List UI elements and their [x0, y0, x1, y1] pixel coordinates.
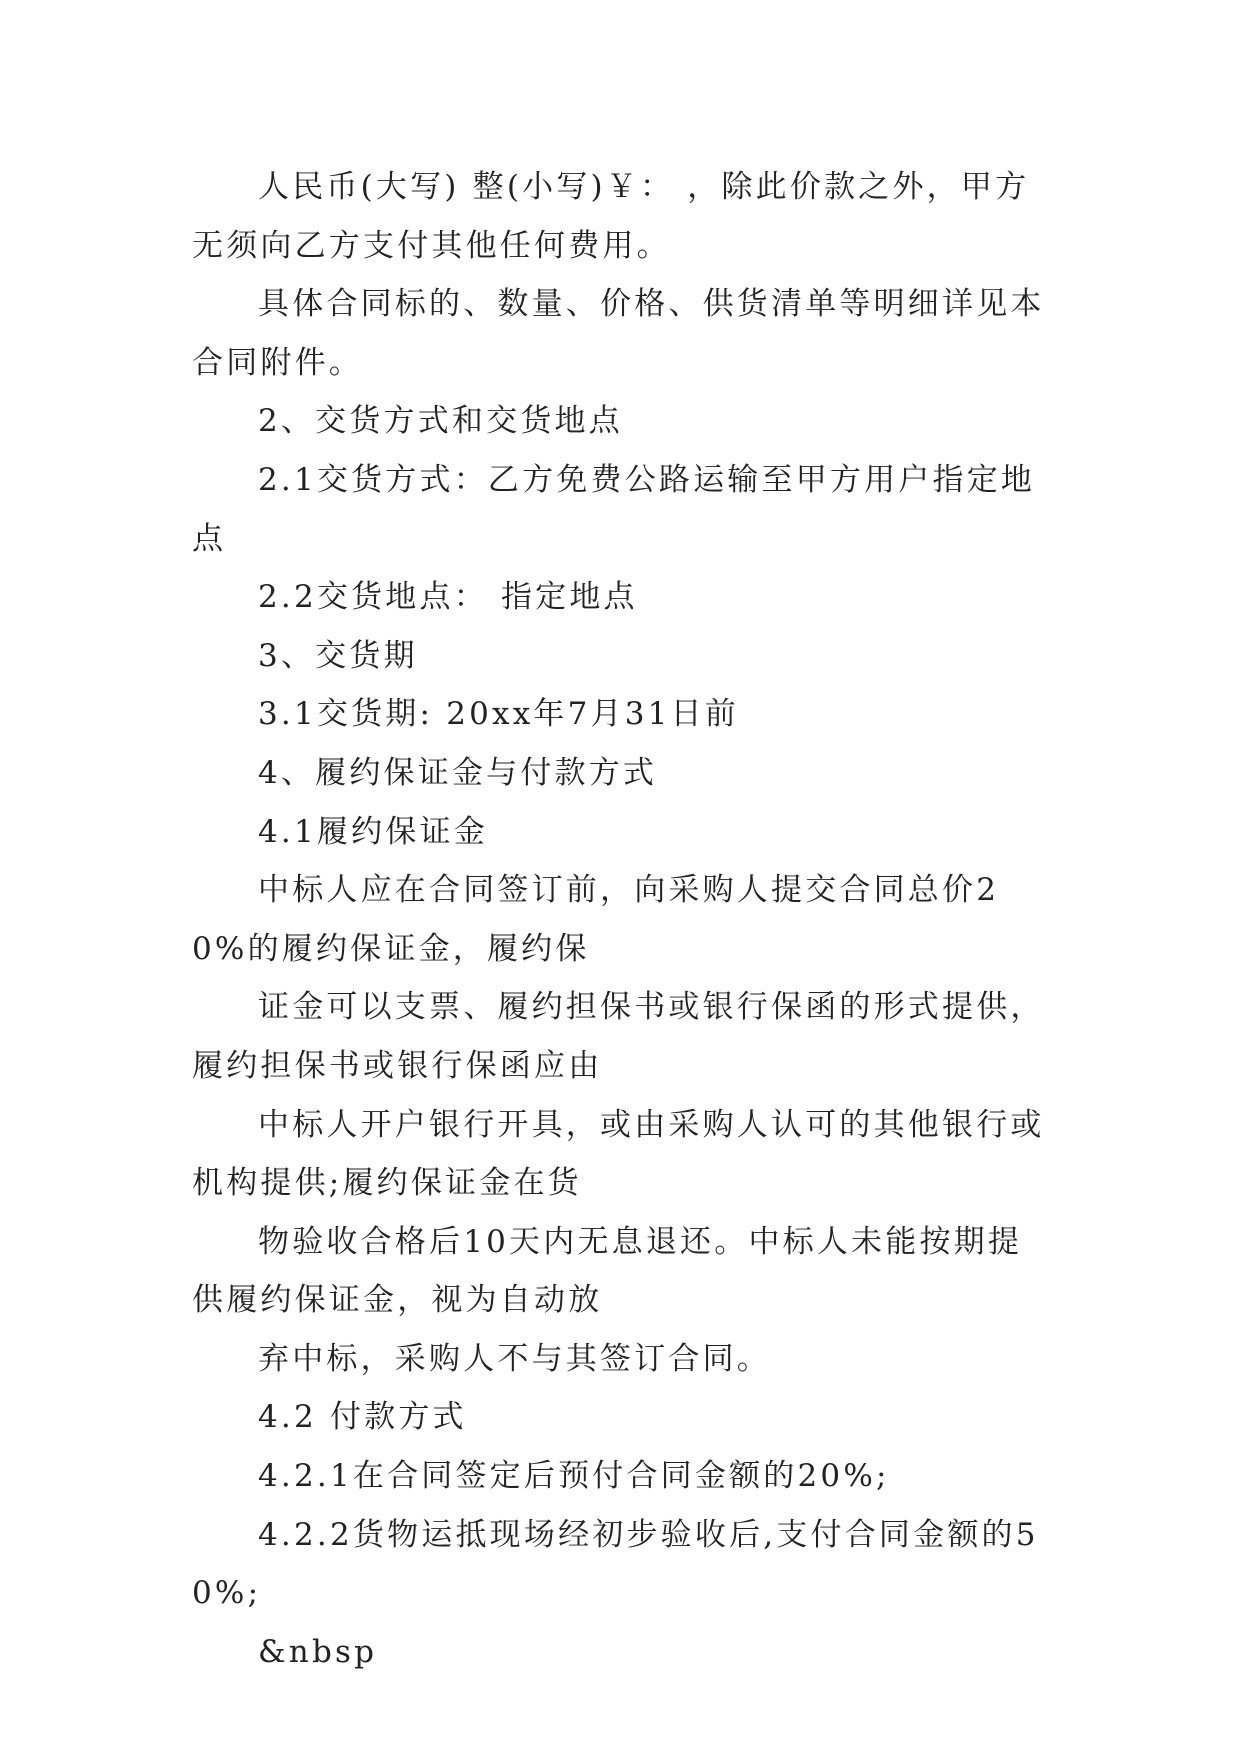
paragraph-delivery-method: 2.1交货方式：乙方免费公路运输至甲方用户指定地点 — [192, 461, 1036, 557]
paragraph-contract-details: 具体合同标的、数量、价格、供货清单等明细详见本合同附件。 — [192, 286, 1045, 381]
document-body — [192, 158, 1052, 1681]
paragraph-payment-2: 4.2.2货物运抵现场经初步验收后,支付合同金额的50%; — [192, 1516, 1039, 1612]
paragraph-deposit-3: 中标人开户银行开具，或由采购人认可的其他银行或机构提供;履约保证金在货 — [192, 1106, 1045, 1202]
paragraph-payment-1: 4.2.1在合同签定后预付合同金额的20%; — [258, 1458, 890, 1495]
paragraph-deposit-2: 证金可以支票、履约担保书或银行保函的形式提供，履约担保书或银行保函应由 — [192, 989, 1045, 1084]
paragraph-nbsp: &nbsp — [258, 1633, 378, 1670]
paragraph-deposit-4: 物验收合格后10天内无息退还。中标人未能按期提供履约保证金，视为自动放 — [192, 1223, 1023, 1319]
heading-performance-deposit: 4.1履约保证金 — [258, 813, 488, 850]
heading-delivery-period: 3、交货期 — [258, 637, 418, 674]
paragraph-delivery-place: 2.2交货地点： 指定地点 — [258, 579, 638, 616]
paragraph-deposit-1: 中标人应在合同签订前，向采购人提交合同总价20%的履约保证金，履约保 — [192, 872, 1000, 967]
paragraph-price: 人民币(大写) 整(小写)￥： ，除此价款之外，甲方无须向乙方支付其他任何费用。 — [192, 169, 1030, 264]
paragraph-deposit-5: 弃中标，采购人不与其签订合同。 — [258, 1340, 771, 1377]
heading-payment-method: 4.2 付款方式 — [258, 1399, 467, 1436]
paragraph-delivery-date: 3.1交货期: 20xx年7月31日前 — [258, 696, 739, 733]
heading-deposit-payment: 4、履约保证金与付款方式 — [258, 754, 658, 791]
heading-delivery-method-place: 2、交货方式和交货地点 — [258, 403, 623, 440]
